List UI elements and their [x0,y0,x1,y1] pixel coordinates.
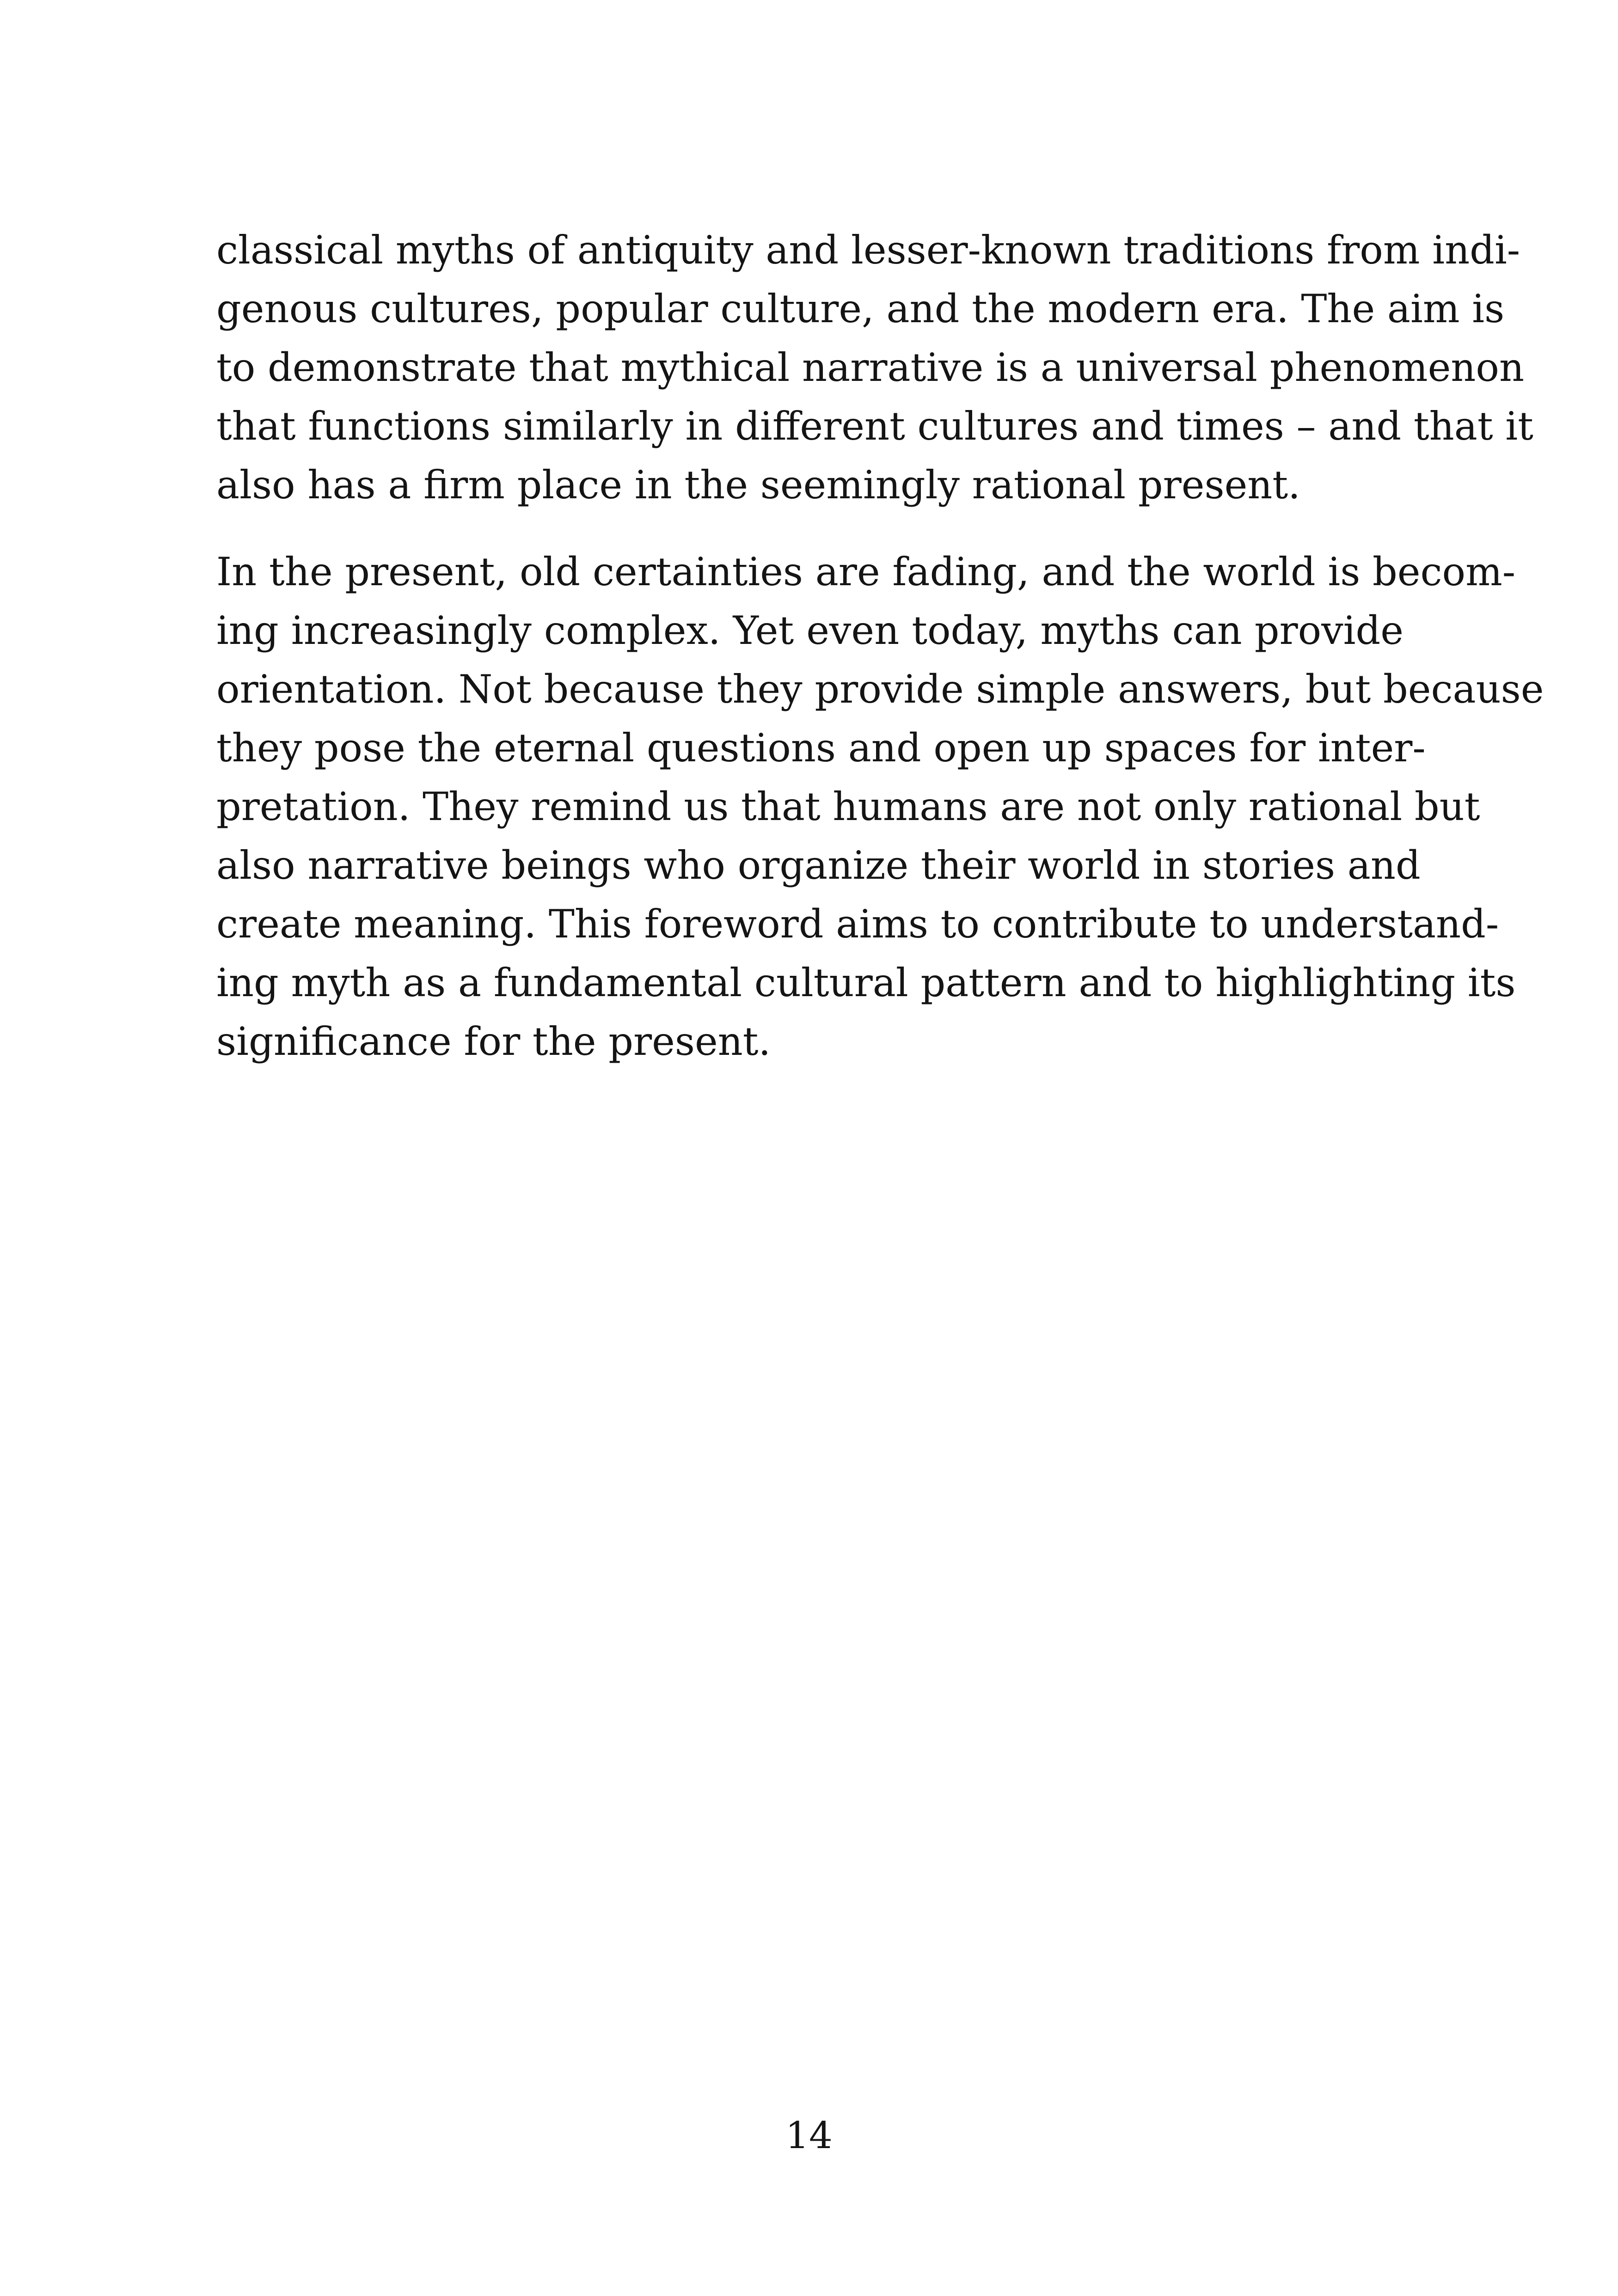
paragraph-line: ing increasingly complex. Yet even today, myths can provide [216,608,1403,653]
paragraph-line: also narrative beings who organize their world in stories and [216,843,1421,888]
paragraph-line: pretation. They remind us that humans are not only rational but [216,784,1480,829]
paragraph-line: significance for the present. [216,1019,771,1064]
paragraph-line: they pose the eternal questions and open up spaces for inter- [216,725,1426,771]
page-number: 14 [785,2114,833,2157]
paragraph-line: that functions similarly in different cultures and times – and that it [216,404,1533,449]
paragraph-1 [216,221,1533,514]
paragraph-line: classical myths of antiquity and lesser-known traditions from indi- [216,227,1520,273]
body-text [216,221,1544,1071]
paragraph-line: also has a firm place in the seemingly rational present. [216,462,1300,508]
paragraph-2 [216,543,1544,1071]
paragraph-line: ing myth as a fundamental cultural pattern and to highlighting its [216,960,1516,1005]
paragraph-line: orientation. Not because they provide simple answers, but because [216,667,1544,712]
paragraph-line: genous cultures, popular culture, and the modern era. The aim is [216,286,1505,331]
paragraph-line: to demonstrate that mythical narrative is a universal phenomenon [216,345,1525,390]
paragraph-line: create meaning. This foreword aims to contribute to understand- [216,901,1499,947]
paragraph-line: In the present, old certainties are fading, and the world is becom- [216,549,1516,594]
